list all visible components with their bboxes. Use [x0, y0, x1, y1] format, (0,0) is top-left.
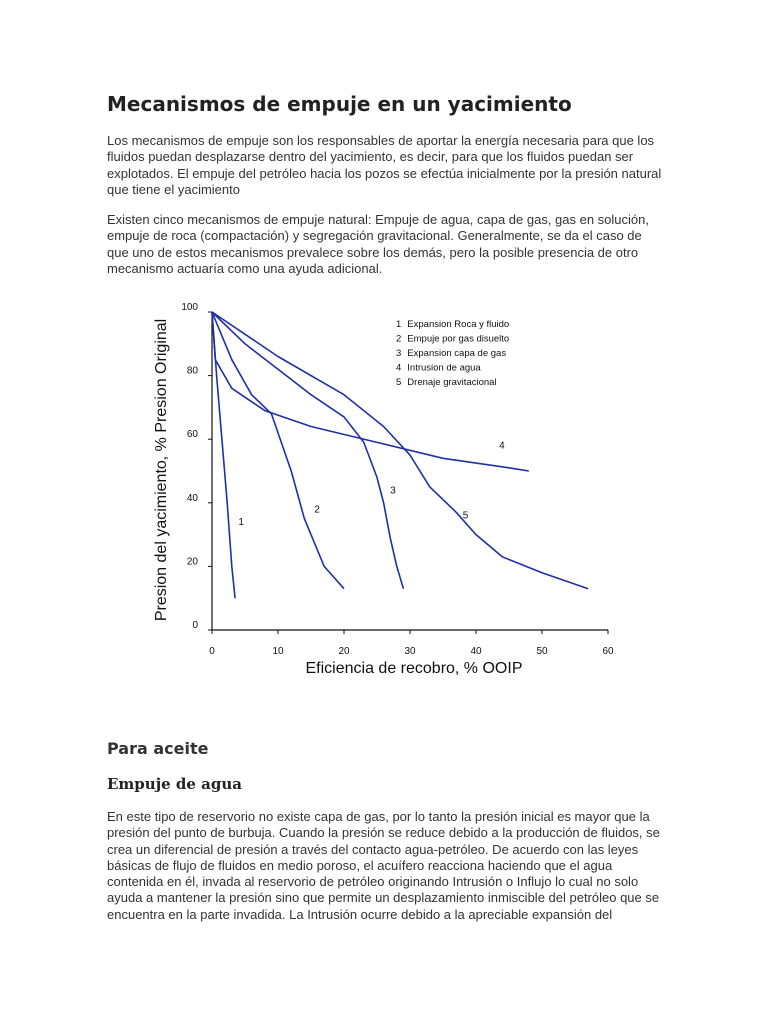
x-tick-label: 50 — [536, 646, 548, 657]
legend-name: Empuje por gas disuelto — [407, 333, 510, 345]
series-label-1: 1 — [238, 517, 244, 529]
x-tick-label: 30 — [404, 646, 416, 657]
series-line-2 — [212, 312, 344, 589]
legend-entry — [396, 334, 509, 345]
series-line-3 — [212, 312, 403, 589]
legend-number: 2 — [396, 333, 402, 345]
subsection-heading: Empuje de agua — [107, 775, 242, 793]
series-label-5: 5 — [462, 510, 469, 522]
series-label-4: 4 — [499, 440, 505, 452]
legend-name: Intrusion de agua — [407, 362, 481, 374]
legend-entry — [396, 319, 509, 330]
section-heading: Para aceite — [107, 739, 209, 758]
chart-legend — [396, 319, 509, 388]
legend-entry — [396, 363, 481, 374]
x-tick-label: 0 — [209, 646, 215, 657]
y-tick-label: 40 — [186, 492, 198, 504]
y-tick-label: 0 — [192, 620, 198, 631]
series-label-2: 2 — [314, 504, 320, 516]
x-axis-label: Eficiencia de recobro, % OOIP — [305, 660, 523, 677]
drive-mechanisms-chart — [150, 292, 630, 682]
y-tick-label: 80 — [186, 365, 198, 377]
series-label-3: 3 — [390, 485, 396, 497]
x-tick-label: 60 — [602, 646, 614, 657]
legend-number: 5 — [396, 377, 402, 388]
legend-name: Drenaje gravitacional — [407, 377, 497, 388]
legend-number: 3 — [396, 348, 402, 359]
y-tick-label: 100 — [181, 302, 198, 313]
page-title: Mecanismos de empuje en un yacimiento — [107, 92, 572, 116]
mechanisms-paragraph: Existen cinco mecanismos de empuje natural: Empuje de agua, capa de gas, gas en solución, empuje de roca (compactación) y segregación gravitacional. Generalmente, se da el caso de que uno de estos mecanismos prevalece sobre los demás, pero la posible presencia de otro mecanismo actuaría como una ayuda adicional. — [107, 212, 649, 276]
x-tick-label: 10 — [272, 646, 284, 657]
x-tick-label: 40 — [470, 646, 482, 657]
water-drive-paragraph: En este tipo de reservorio no existe capa de gas, por lo tanto la presión inicial es mayor que la presión del punto de burbuja. Cuando la presión se reduce debido a la producción de fluidos, se crea un diferencial de presión a través del contacto agua-petróleo. De acuerdo con las leyes básicas de flujo de fluidos en medio poroso, el acuífero reacciona haciendo que el agua contenida en él, invada al reservorio de petróleo originando Intrusión o Influjo lo cual no solo ayuda a mantener la presión sino que permite un desplazamiento inmiscible del petróleo que se encuentra en la parte invadida. La Intrusión ocurre debido a la apreciable expansión del — [107, 809, 660, 922]
y-tick-label: 20 — [186, 556, 198, 568]
intro-paragraph: Los mecanismos de empuje son los responsables de aportar la energía necesaria para que los fluidos puedan desplazarse dentro del yacimiento, es decir, para que los fluidos puedan ser explotados. El empuje del petróleo hacia los pozos se efectúa inicialmente por la presión natural que tiene el yacimiento — [107, 133, 662, 197]
legend-name: Expansion Roca y fluido — [407, 319, 510, 330]
y-axis-label: Presion del yacimiento, % Presion Original — [153, 318, 170, 622]
y-tick-label: 60 — [186, 429, 198, 441]
legend-name: Expansion capa de gas — [407, 348, 507, 359]
legend-entry — [396, 348, 506, 359]
legend-number: 4 — [396, 362, 402, 374]
legend-number: 1 — [396, 319, 402, 330]
x-tick-label: 20 — [338, 646, 350, 657]
legend-entry — [396, 377, 497, 388]
